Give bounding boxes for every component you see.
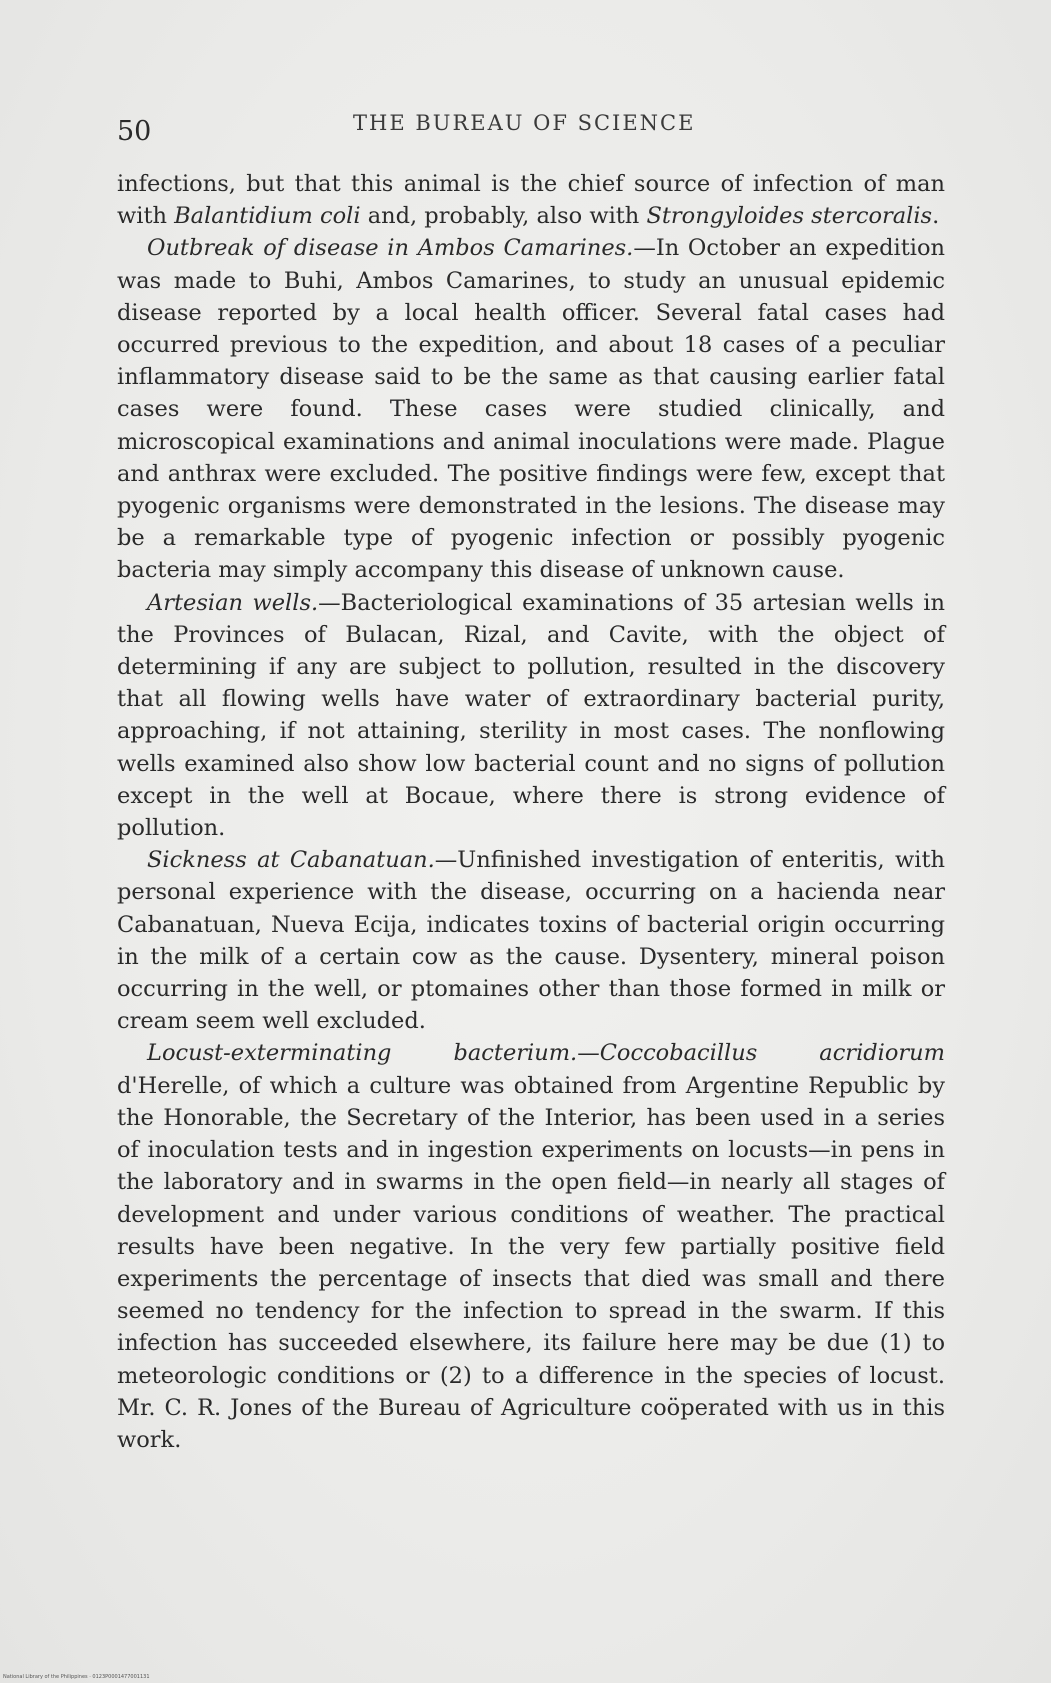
paragraph-text: —Bacteriological examinations of 35 artesian wells in the Provinces of Bulacan, Rizal, and Cavite, with the object of determining if any are subject to pollution, resulted in the discovery that all flowing wells have water of extraordinary bacterial purity, approaching, if not attaining, sterility in most cases. The nonflowing wells examined also show low bacterial count and no signs of pollution except in the well at Bocaue, where there is strong evidence of pollution. [117,589,945,842]
paragraph-ambos-camarines [117,232,945,586]
section-lead: Outbreak of disease in Ambos Camarines. [147,235,634,262]
body-text [117,168,945,1456]
section-lead: Sickness at Cabanatuan. [147,847,435,874]
page-header [117,108,945,148]
species-name: Strongyloides stercoralis [646,203,933,230]
page-number: 50 [117,116,152,147]
paragraph-text: infections, but that this animal is the chief source of infection of man with [117,171,945,230]
paragraph-text: and, probably, also with [360,203,647,230]
species-name: Balantidium coli [174,203,361,230]
paragraph-continuation [117,168,945,232]
paragraph-text: —In October an expedition was made to Buhi, Ambos Camarines, to study an unusual epidemic disease reported by a local health officer. Several fatal cases had occurred previous to the expedition, and about 18 cases of a peculiar inflammatory disease said to be the same as that causing earlier fatal cases were found. These cases were studied clinically, and microscopical examinations and animal inoculations were made. Plague and anthrax were excluded. The positive findings were few, except that pyogenic organisms were demonstrated in the lesions. The disease may be a remarkable type of pyogenic infection or possibly pyogenic bacteria may simply accompany this disease of unknown cause. [117,235,945,584]
scan-footer-note: National Library of the Philippines · 0123P0001477001131 [3,1674,150,1680]
paragraph-text: . [932,203,940,230]
paragraph-text: —Unfinished investigation of enteritis, with personal experience with the disease, occurring on a hacienda near Cabanatuan, Nueva Ecija, indicates toxins of bacterial origin occurring in the milk of a certain cow as the cause. Dysentery, mineral poison occurring in the well, or ptomaines other than those formed in milk or cream seem well excluded. [117,847,945,1035]
paragraph-cabanatuan [117,844,945,1037]
running-head: THE BUREAU OF SCIENCE [353,111,696,135]
paragraph-text: d'Herelle, of which a culture was obtained from Argentine Republic by the Honorable, the Secretary of the Interior, has been used in a series of inoculation tests and in ingestion experiments on locusts—in pens in the laboratory and in swarms in the open field—in nearly all stages of development and under various conditions of weather. The practical results have been negative. In the very few partially positive field experiments the percentage of insects that died was small and there seemed no tendency for the infection to spread in the swarm. If this infection has succeeded elsewhere, its failure here may be due (1) to meteorologic conditions or (2) to a difference in the species of locust. Mr. C. R. Jones of the Bureau of Agriculture coöperated with us in this work. [117,1072,945,1453]
paragraph-locust-bacterium [117,1037,945,1456]
paragraph-artesian-wells [117,587,945,845]
section-lead: Locust-exterminating bacterium. [147,1040,578,1067]
section-lead: Artesian wells. [147,589,319,616]
species-name: Coccobacillus acridiorum [599,1040,945,1067]
paragraph-text: — [577,1040,600,1067]
